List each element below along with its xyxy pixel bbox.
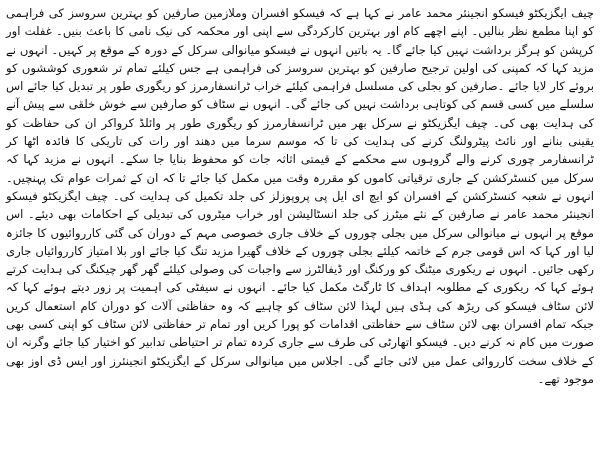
article-body-text: چیف ایگزیکٹو فیسکو انجینئر محمد عامر نے کہا ہے کہ فیسکو افسران وملازمین صارفین کو بہترین سروسز کی فراہمی کو اپنا مطمع نظر بنالیں۔ اپنے اچھے کام اور بہترین کارکردگی سے اپنی اور محکمہ کی نیک نامی کا باعث بنیں۔ غفلت اور کرپشن کو ہرگز برداشت نہیں کیا جائے گا۔ یہ باتیں انہوں نے فیسکو میانوالی سرکل کے دورہ کے موقع پر کہیں۔ انہوں نے مزید کہا کہ کمپنی کی اولین ترجیح صارفین کو بہترین سروسز کی فراہمی ہے جس کیلئے تمام تر شعوری کوششوں کو بروئے کار لایا جائے ۔صارفین کو بجلی کی مسلسل فراہمی کیلئے خراب ٹرانسفارمرز کو ریگوری طور پر تبدیل کیا جائے اس سلسلے میں کسی قسم کی کوتاہی برداشت نہیں کی جائے گی۔ انہوں نے سٹاف کو صارفین سے خوش خلقی سے پیش آنے کی ہدایت بھی کی۔ چیف ایگزیکٹو نے سرکل بھر میں ٹرانسفارمرز کو ریگوری طور پر وائلڈ کرواکر ان کی حفاظت کو یقینی بنانے اور نائٹ پیٹرولنگ کرنے کی ہدایت کی تا کہ موسم سرما میں دھند اور رات کی تاریکی کا فائدہ اٹھا کر ٹرانسفارمر چوری کرنے والے گروہوں سے محکمے کے قیمتی اثاثہ جات کو محفوظ بنایا جا سکے۔ انہوں نے مزید کہا کہ سرکل میں کنسٹرکشن کے جاری ترقیاتی کاموں کو مقررہ وقت میں مکمل کیا جائے تا کہ ان کے ثمرات عوام تک پہنچیں۔ انہوں نے شعبہ کنسٹرکشن کے افسران کو ایچ ای ایل پی پروپوزلز کی جلد تکمیل کی ہدایت کی۔ چیف ایگزیکٹو فیسکو انجینئر محمد عامر نے صارفین کے نئے میٹرز کی جلد انسٹالیشن اور خراب میٹروں کی تبدیلی کے احکامات بھی دیئے۔ اس موقع پر انہوں نے میانوالی سرکل میں بجلی چوروں کے خلاف جاری خصوصی مہم کے دوران کی گئی کارروائیوں کا جائزہ لیا اور کہا کہ اس قومی جرم کے خاتمہ کیلئے بجلی چوروں کے خلاف گھیرا مزید تنگ کیا جائے اور بلا امتیاز کارروائیاں جاری رکھی جائیں۔ انہوں نے ریکوری میٹنگ کو ورکنگ اور ڈیفالٹرز سے واجبات کی وصولی کیلئے گھر گھر چیکنگ کی ہدایت کرتے ہوئے کہا کہ ریکوری کے مطلوبہ اہداف کا ٹارگٹ مکمل کیا جائے۔ انہوں نے سیفٹی کی اہمیت پر زور دیتے ہوئے کہا کہ لائن سٹاف فیسکو کی ریڑھ کی ہڈی ہیں لہذا لائن سٹاف کو چاہیے کہ وہ حفاظتی آلات کو دوران کام استعمال کریں جبکہ تمام افسران بھی لائن سٹاف سے حفاظتی اقدامات کو پورا کریں اور تمام تر حفاظتی لائن سٹاف کو اپنی کسی بھی صورت میں کام نہ کرنے دیں۔ فیسکو اتھارٹی کی طرف سے جاری کردہ تمام تر احتیاطی تدابیر کو اختیار کیا جائے وگرنہ ان کے خلاف سخت کارروائی عمل میں لائی جائے گی۔ اجلاس میں میانوالی سرکل کے ایگزیکٹو انجینئرز اور ایس ڈی اوز بھی موجود تھے۔ bbox=[6, 6, 594, 386]
